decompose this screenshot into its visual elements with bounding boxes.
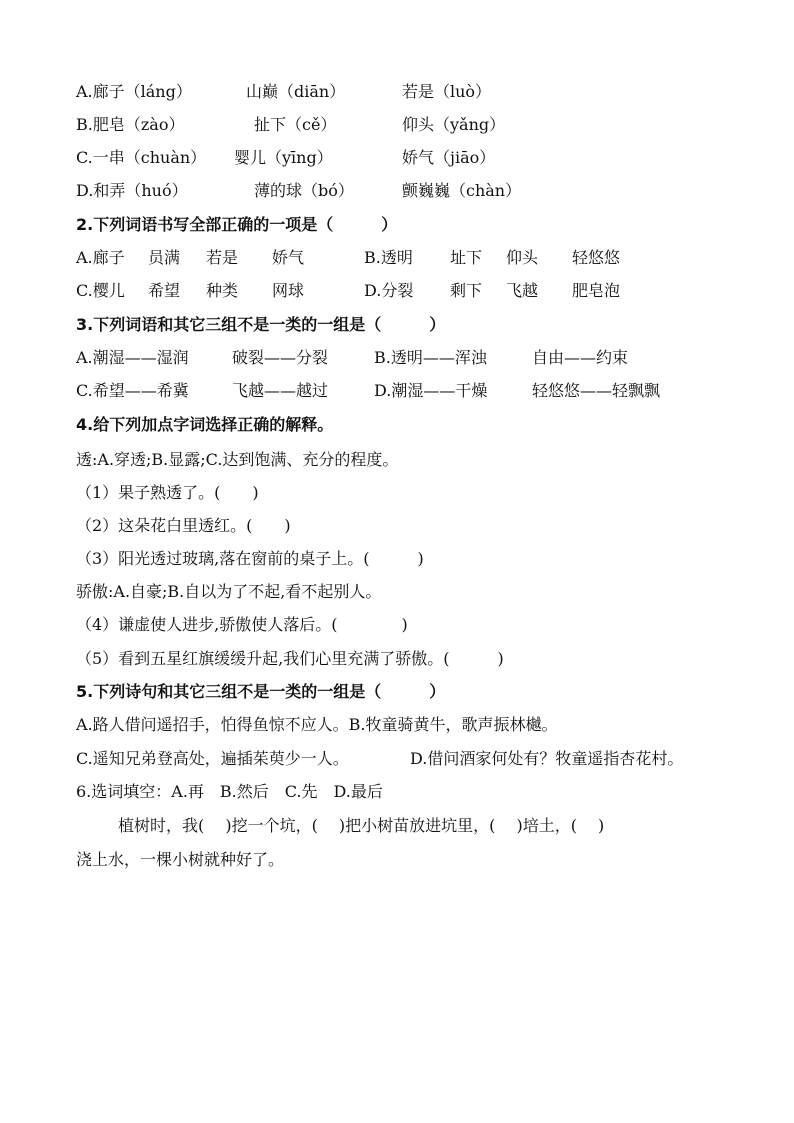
q1-c-item-1: C.一串（chuàn） xyxy=(76,148,207,167)
q1-b-item-3: 仰头（yǎng） xyxy=(402,115,506,134)
q2-r2-w4: 网球 xyxy=(272,281,305,300)
q2-r1-w6: 址下 xyxy=(450,248,483,267)
q1-c-item-2: 婴儿（yīng） xyxy=(234,148,333,167)
q4-item-3: （3）阳光透过玻璃,落在窗前的桌子上。( ) xyxy=(76,549,424,568)
q6-paragraph-line-2: 浇上水，一棵小树就种好了。 xyxy=(76,850,285,869)
q3-title: 3.下列词语和其它三组不是一类的一组是（ ） xyxy=(76,315,446,334)
q2-r1-w8: 轻悠悠 xyxy=(572,248,621,267)
q3-r1-p3: B.透明——浑浊 xyxy=(374,348,487,367)
q1-c-item-3: 娇气（jiāo） xyxy=(402,148,496,167)
q1-a-item-1: A.廊子（láng） xyxy=(76,82,192,101)
q6-title: 6.选词填空：A.再 B.然后 C.先 D.最后 xyxy=(76,782,383,801)
q4-tou-definition: 透:A.穿透;B.显露;C.达到饱满、充分的程度。 xyxy=(76,450,399,469)
q1-d-item-2: 薄的球（bó） xyxy=(254,181,354,200)
q4-item-4: （4）谦虚使人进步,骄傲使人落后。( ) xyxy=(76,615,408,634)
q5-option-d: D.借问酒家何处有？牧童遥指杏花村。 xyxy=(410,749,684,768)
q4-jiaoao-definition: 骄傲:A.自豪;B.自以为了不起,看不起别人。 xyxy=(76,582,382,601)
q1-b-item-1: B.肥皂（zào） xyxy=(76,115,185,134)
q1-a-item-2: 山巅（diān） xyxy=(246,82,346,101)
q5-row-1: A.路人借问遥招手，怕得鱼惊不应人。B.牧童骑黄牛，歌声振林樾。 xyxy=(76,715,558,734)
q4-item-1: （1）果子熟透了。( ) xyxy=(76,483,259,502)
q3-r2-p3: D.潮湿——干燥 xyxy=(374,381,488,400)
q3-r2-p4: 轻悠悠——轻飘飘 xyxy=(532,381,661,400)
q2-r1-w7: 仰头 xyxy=(506,248,539,267)
q3-r1-p4: 自由——约束 xyxy=(532,348,629,367)
q2-r1-w5: B.透明 xyxy=(364,248,413,267)
q3-r2-p2: 飞越——越过 xyxy=(232,381,329,400)
q2-r1-w1: A.廊子 xyxy=(76,248,125,267)
q2-r2-w3: 种类 xyxy=(206,281,239,300)
q5-title: 5.下列诗句和其它三组不是一类的一组是（ ） xyxy=(76,682,446,701)
q2-r2-w1: C.樱儿 xyxy=(76,281,125,300)
q2-r1-w4: 娇气 xyxy=(272,248,305,267)
q4-title: 4.给下列加点字词选择正确的解释。 xyxy=(76,415,334,434)
q6-paragraph-line-1: 植树时，我( )挖一个坑，( )把小树苗放进坑里，( )培土，( ) xyxy=(118,816,605,835)
q1-d-item-1: D.和弄（huó） xyxy=(76,181,188,200)
q4-item-5: （5）看到五星红旗缓缓升起,我们心里充满了骄傲。( ) xyxy=(76,649,504,668)
q2-r2-w6: 剩下 xyxy=(450,281,483,300)
q1-b-item-2: 扯下（cě） xyxy=(254,115,337,134)
q3-r1-p1: A.潮湿——湿润 xyxy=(76,348,189,367)
q2-r1-w2: 员满 xyxy=(148,248,181,267)
q5-option-c: C.遥知兄弟登高处，遍插茱萸少一人。 xyxy=(76,749,349,768)
q2-r1-w3: 若是 xyxy=(206,248,239,267)
q3-r2-p1: C.希望——希冀 xyxy=(76,381,189,400)
q4-item-2: （2）这朵花白里透红。( ) xyxy=(76,516,291,535)
q2-r2-w7: 飞越 xyxy=(506,281,539,300)
q2-r2-w2: 希望 xyxy=(148,281,181,300)
q2-r2-w5: D.分裂 xyxy=(364,281,414,300)
q1-a-item-3: 若是（luò） xyxy=(402,82,492,101)
q3-r1-p2: 破裂——分裂 xyxy=(232,348,329,367)
q2-title: 2.下列词语书写全部正确的一项是（ ） xyxy=(76,215,398,234)
q1-d-item-3: 颤巍巍（chàn） xyxy=(402,181,522,200)
q2-r2-w8: 肥皂泡 xyxy=(572,281,621,300)
